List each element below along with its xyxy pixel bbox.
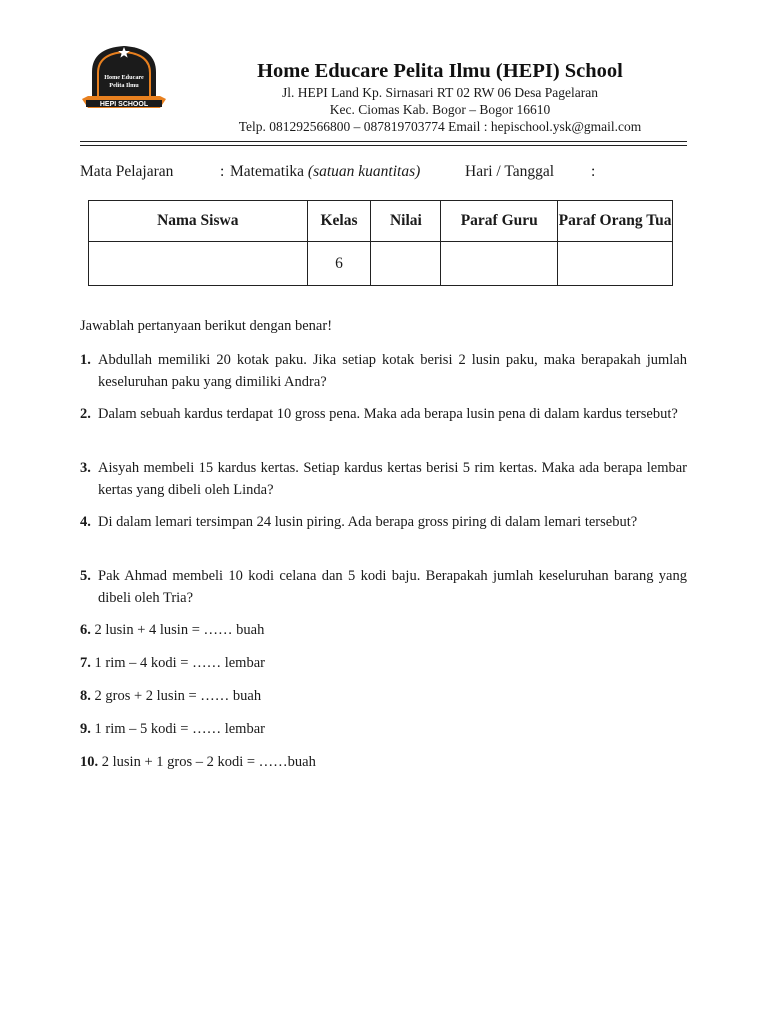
question-3: 3. Aisyah membeli 15 kardus kertas. Setiap kardus kertas berisi 5 rim kertas. Maka ada berapa lembar kertas yang dibeli oleh Linda? — [80, 460, 687, 498]
subject-value: Matematika (satuan kuantitas) — [230, 163, 421, 180]
cell-paraf-orang-tua[interactable] — [558, 242, 673, 286]
cell-paraf-guru[interactable] — [441, 242, 558, 286]
header-paraf-orang-tua: Paraf Orang Tua — [558, 201, 673, 242]
header-nilai: Nilai — [371, 201, 441, 242]
question-8: 8. 2 gros + 2 lusin = …… buah — [80, 688, 262, 704]
student-info-table — [88, 200, 673, 286]
header-kelas: Kelas — [307, 201, 371, 242]
date-label: Hari / Tanggal — [465, 163, 555, 180]
question-4: 4. Di dalam lemari tersimpan 24 lusin piring. Ada berapa gross piring di dalam lemari tersebut? — [80, 514, 638, 530]
header-paraf-guru: Paraf Guru — [441, 201, 558, 242]
table-header-row — [89, 201, 673, 242]
logo-text-line1: Home Educare — [104, 74, 144, 81]
question-6: 6. 2 lusin + 4 lusin = …… buah — [80, 622, 265, 638]
instruction-text: Jawablah pertanyaan berikut dengan benar! — [80, 318, 333, 334]
subject-colon: : — [220, 163, 225, 180]
header-divider-top — [80, 141, 687, 142]
address-line-2: Kec. Ciomas Kab. Bogor – Bogor 16610 — [329, 102, 551, 117]
school-logo — [80, 42, 168, 116]
table-row — [89, 242, 673, 286]
logo-text-line2: Pelita Ilmu — [109, 82, 139, 89]
question-7: 7. 1 rim – 4 kodi = …… lembar — [80, 655, 265, 671]
question-9: 9. 1 rim – 5 kodi = …… lembar — [80, 721, 265, 737]
date-colon: : — [591, 163, 596, 180]
school-name: Home Educare Pelita Ilmu (HEPI) School — [257, 60, 623, 82]
cell-nama-siswa[interactable] — [89, 242, 308, 286]
logo-banner-text: HEPI SCHOOL — [99, 101, 149, 108]
question-10: 10. 2 lusin + 1 gros – 2 kodi = ……buah — [80, 754, 316, 770]
question-5: 5. Pak Ahmad membeli 10 kodi celana dan 5 kodi baju. Berapakah jumlah keseluruhan barang yang dibeli oleh Tria? — [80, 568, 687, 606]
subject-note: (satuan kuantitas) — [307, 163, 421, 180]
subject-label: Mata Pelajaran — [80, 163, 174, 180]
cell-nilai[interactable] — [371, 242, 441, 286]
address-line-1: Jl. HEPI Land Kp. Sirnasari RT 02 RW 06 Desa Pagelaran — [282, 85, 598, 100]
header-divider-bottom — [80, 145, 687, 146]
question-1: 1. Abdullah memiliki 20 kotak paku. Jika setiap kotak berisi 2 lusin paku, maka berapakah jumlah keseluruhan paku yang dimiliki Andra? — [80, 352, 687, 390]
cell-kelas: 6 — [307, 242, 371, 286]
header-nama-siswa: Nama Siswa — [89, 201, 308, 242]
contact-line: Telp. 081292566800 – 087819703774 Email : hepischool.ysk@gmail.com — [238, 119, 642, 134]
question-2: 2. Dalam sebuah kardus terdapat 10 gross pena. Maka ada berapa lusin pena di dalam kardus tersebut? — [80, 406, 678, 422]
